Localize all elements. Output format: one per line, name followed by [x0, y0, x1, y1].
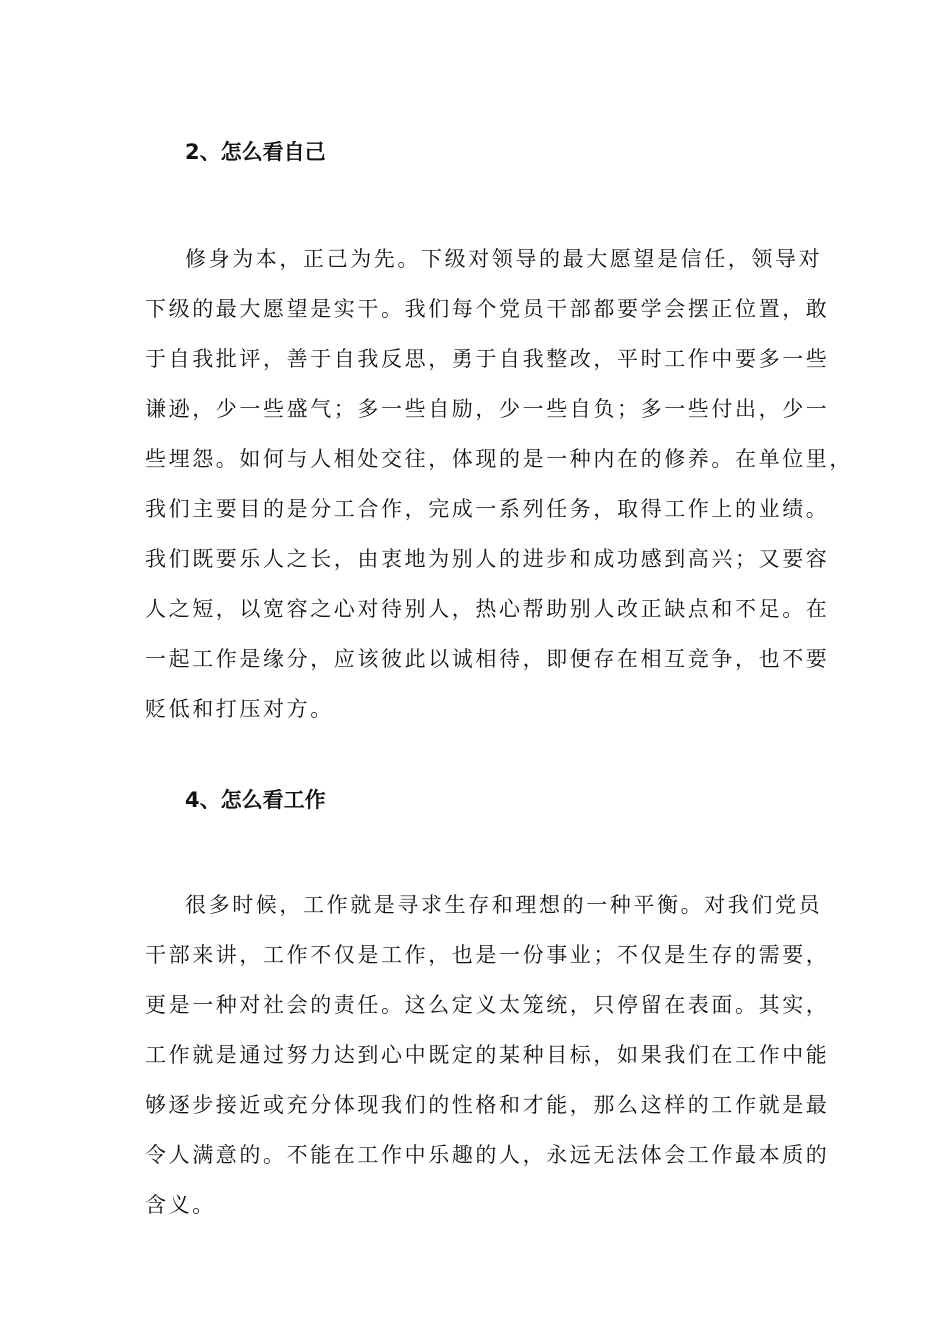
paragraph-line: 下级的最大愿望是实干。我们每个党员干部都要学会摆正位置，敢	[145, 297, 830, 321]
paragraph-line: 更是一种对社会的责任。这么定义太笼统，只停留在表面。其实，	[145, 993, 830, 1017]
paragraph-work	[145, 880, 830, 1230]
paragraph-line: 含义。	[145, 1193, 216, 1217]
section-heading-work: 4、怎么看工作	[185, 788, 326, 812]
paragraph-line: 很多时候，工作就是寻求生存和理想的一种平衡。对我们党员	[185, 893, 823, 917]
paragraph-line: 我们主要目的是分工合作，完成一系列任务，取得工作上的业绩。	[145, 497, 830, 521]
paragraph-line: 令人满意的。不能在工作中乐趣的人，永远无法体会工作最本质的	[145, 1143, 830, 1167]
paragraph-line: 工作就是通过努力达到心中既定的某种目标，如果我们在工作中能	[145, 1043, 830, 1067]
section-heading-self: 2、怎么看自己	[185, 140, 326, 164]
paragraph-line: 修身为本，正己为先。下级对领导的最大愿望是信任，领导对	[185, 247, 823, 271]
paragraph-line: 些埋怨。如何与人相处交往，体现的是一种内在的修养。在单位里，	[145, 447, 853, 471]
paragraph-line: 干部来讲，工作不仅是工作，也是一份事业；不仅是生存的需要，	[145, 943, 830, 967]
paragraph-line: 于自我批评，善于自我反思，勇于自我整改，平时工作中要多一些	[145, 347, 830, 371]
paragraph-line: 我们既要乐人之长，由衷地为别人的进步和成功感到高兴；又要容	[145, 547, 830, 571]
paragraph-line: 够逐步接近或充分体现我们的性格和才能，那么这样的工作就是最	[145, 1093, 830, 1117]
paragraph-line: 人之短，以宽容之心对待别人，热心帮助别人改正缺点和不足。在	[145, 597, 830, 621]
paragraph-line: 谦逊，少一些盛气；多一些自励，少一些自负；多一些付出，少一	[145, 397, 830, 421]
paragraph-line: 贬低和打压对方。	[145, 697, 334, 721]
paragraph-line: 一起工作是缘分，应该彼此以诚相待，即便存在相互竞争，也不要	[145, 647, 830, 671]
paragraph-self	[145, 234, 853, 734]
